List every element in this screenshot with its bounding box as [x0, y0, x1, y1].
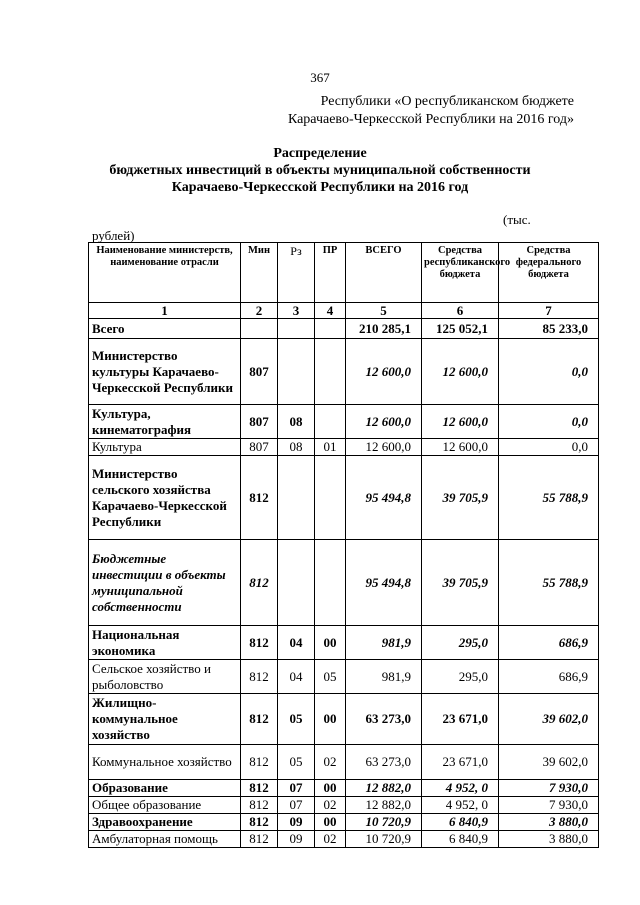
row-rz: 05	[278, 745, 315, 780]
row-pr: 05	[315, 660, 346, 694]
row-pr: 00	[315, 694, 346, 745]
title-line-1: Распределение	[273, 146, 367, 161]
row-total: 95 494,8	[346, 540, 422, 626]
header-pr: ПР	[315, 243, 346, 303]
row-name: Культура	[89, 439, 241, 456]
row-total: 12 600,0	[346, 339, 422, 405]
row-rep: 295,0	[422, 660, 499, 694]
col-num: 3	[278, 303, 315, 319]
row-pr	[315, 339, 346, 405]
table-header-row	[89, 243, 599, 303]
row-name: Жилищно-коммунальное хозяйство	[89, 694, 241, 745]
col-num: 4	[315, 303, 346, 319]
row-min: 812	[241, 797, 278, 814]
row-rep: 23 671,0	[422, 694, 499, 745]
table-row	[89, 405, 599, 439]
row-total: 63 273,0	[346, 745, 422, 780]
row-name: Министерство культуры Карачаево-Черкесской Республики	[89, 339, 241, 405]
row-total: 12 882,0	[346, 780, 422, 797]
row-fed: 0,0	[499, 405, 599, 439]
row-fed: 85 233,0	[499, 319, 599, 339]
row-name: Общее образование	[89, 797, 241, 814]
row-fed: 55 788,9	[499, 540, 599, 626]
row-pr	[315, 540, 346, 626]
col-num: 7	[499, 303, 599, 319]
row-fed: 7 930,0	[499, 797, 599, 814]
table-row	[89, 797, 599, 814]
table-row	[89, 540, 599, 626]
title-line-2: бюджетных инвестиций в объекты муниципальной собственности	[109, 163, 531, 178]
table-row	[89, 660, 599, 694]
row-min: 807	[241, 405, 278, 439]
row-rz	[278, 456, 315, 540]
row-pr	[315, 456, 346, 540]
row-min: 812	[241, 831, 278, 848]
header-line-1: Республики «О республиканском бюджете	[320, 94, 574, 109]
row-total: 63 273,0	[346, 694, 422, 745]
row-min	[241, 319, 278, 339]
row-rep: 4 952, 0	[422, 797, 499, 814]
row-rz: 08	[278, 405, 315, 439]
row-fed: 0,0	[499, 439, 599, 456]
row-min: 812	[241, 694, 278, 745]
row-total: 12 882,0	[346, 797, 422, 814]
page-number: 367	[310, 70, 330, 85]
row-rz: 07	[278, 797, 315, 814]
row-total: 95 494,8	[346, 456, 422, 540]
row-min: 812	[241, 456, 278, 540]
table-row	[89, 745, 599, 780]
title-line-3: Карачаево-Черкесской Республики на 2016 год	[171, 180, 469, 195]
column-number-row	[89, 303, 599, 319]
col-num: 1	[89, 303, 241, 319]
row-pr: 00	[315, 780, 346, 797]
table-row	[89, 339, 599, 405]
row-rep: 4 952, 0	[422, 780, 499, 797]
row-name: Министерство сельского хозяйства Карачаево-Черкесской Республики	[89, 456, 241, 540]
row-fed: 686,9	[499, 626, 599, 660]
row-name: Здравоохранение	[89, 814, 241, 831]
row-total: 981,9	[346, 660, 422, 694]
row-total: 981,9	[346, 626, 422, 660]
row-name: Образование	[89, 780, 241, 797]
table-row	[89, 831, 599, 848]
row-name: Амбулаторная помощь	[89, 831, 241, 848]
table-row	[89, 439, 599, 456]
row-pr: 02	[315, 831, 346, 848]
units-label-part2: рублей)	[92, 228, 135, 243]
row-min: 812	[241, 540, 278, 626]
row-min: 812	[241, 814, 278, 831]
row-rz: 04	[278, 660, 315, 694]
row-name: Коммунальное хозяйство	[89, 745, 241, 780]
table-row	[89, 814, 599, 831]
header-fed: Средства федерального бюджета	[499, 243, 599, 303]
header-line-2: Карачаево-Черкесской Республики на 2016 год»	[287, 112, 574, 127]
row-total: 10 720,9	[346, 831, 422, 848]
row-fed: 3 880,0	[499, 831, 599, 848]
row-min: 807	[241, 439, 278, 456]
row-rz: 09	[278, 831, 315, 848]
table-row	[89, 456, 599, 540]
row-rz: 04	[278, 626, 315, 660]
table-row	[89, 319, 599, 339]
row-fed: 686,9	[499, 660, 599, 694]
col-num: 5	[346, 303, 422, 319]
row-pr: 02	[315, 797, 346, 814]
row-rz: 09	[278, 814, 315, 831]
row-rz	[278, 319, 315, 339]
col-num: 2	[241, 303, 278, 319]
row-name: Бюджетные инвестиции в объекты муниципальной собственности	[89, 540, 241, 626]
row-pr: 00	[315, 814, 346, 831]
row-rep: 39 705,9	[422, 456, 499, 540]
row-rz: 08	[278, 439, 315, 456]
row-fed: 39 602,0	[499, 745, 599, 780]
header-min: Мин	[241, 243, 278, 303]
units-label-part1: (тыс.	[503, 212, 531, 227]
row-total: 210 285,1	[346, 319, 422, 339]
row-rep: 295,0	[422, 626, 499, 660]
header-rz: Рз	[278, 243, 315, 303]
row-name: Культура, кинематография	[89, 405, 241, 439]
row-name: Сельское хозяйство и рыболовство	[89, 660, 241, 694]
row-rz: 07	[278, 780, 315, 797]
row-fed: 0,0	[499, 339, 599, 405]
row-pr	[315, 405, 346, 439]
col-num: 6	[422, 303, 499, 319]
table-row	[89, 694, 599, 745]
row-name: Всего	[89, 319, 241, 339]
header-name: Наименование министерств, наименование отрасли	[89, 243, 241, 303]
table-row	[89, 780, 599, 797]
row-min: 812	[241, 780, 278, 797]
row-fed: 55 788,9	[499, 456, 599, 540]
row-total: 12 600,0	[346, 405, 422, 439]
header-total: ВСЕГО	[346, 243, 422, 303]
row-name: Национальная экономика	[89, 626, 241, 660]
row-rz	[278, 339, 315, 405]
row-pr: 02	[315, 745, 346, 780]
row-total: 12 600,0	[346, 439, 422, 456]
row-rz	[278, 540, 315, 626]
row-rep: 23 671,0	[422, 745, 499, 780]
row-min: 812	[241, 626, 278, 660]
row-rep: 6 840,9	[422, 814, 499, 831]
row-pr: 00	[315, 626, 346, 660]
header-rep: Средства республиканского бюджета	[422, 243, 499, 303]
row-pr: 01	[315, 439, 346, 456]
row-rep: 125 052,1	[422, 319, 499, 339]
row-pr	[315, 319, 346, 339]
row-fed: 39 602,0	[499, 694, 599, 745]
row-total: 10 720,9	[346, 814, 422, 831]
row-rep: 12 600,0	[422, 405, 499, 439]
row-rz: 05	[278, 694, 315, 745]
row-fed: 3 880,0	[499, 814, 599, 831]
row-rep: 12 600,0	[422, 339, 499, 405]
table-row	[89, 626, 599, 660]
budget-table	[88, 242, 599, 848]
row-rep: 12 600,0	[422, 439, 499, 456]
row-min: 812	[241, 660, 278, 694]
row-fed: 7 930,0	[499, 780, 599, 797]
row-min: 812	[241, 745, 278, 780]
row-rep: 6 840,9	[422, 831, 499, 848]
row-min: 807	[241, 339, 278, 405]
row-rep: 39 705,9	[422, 540, 499, 626]
